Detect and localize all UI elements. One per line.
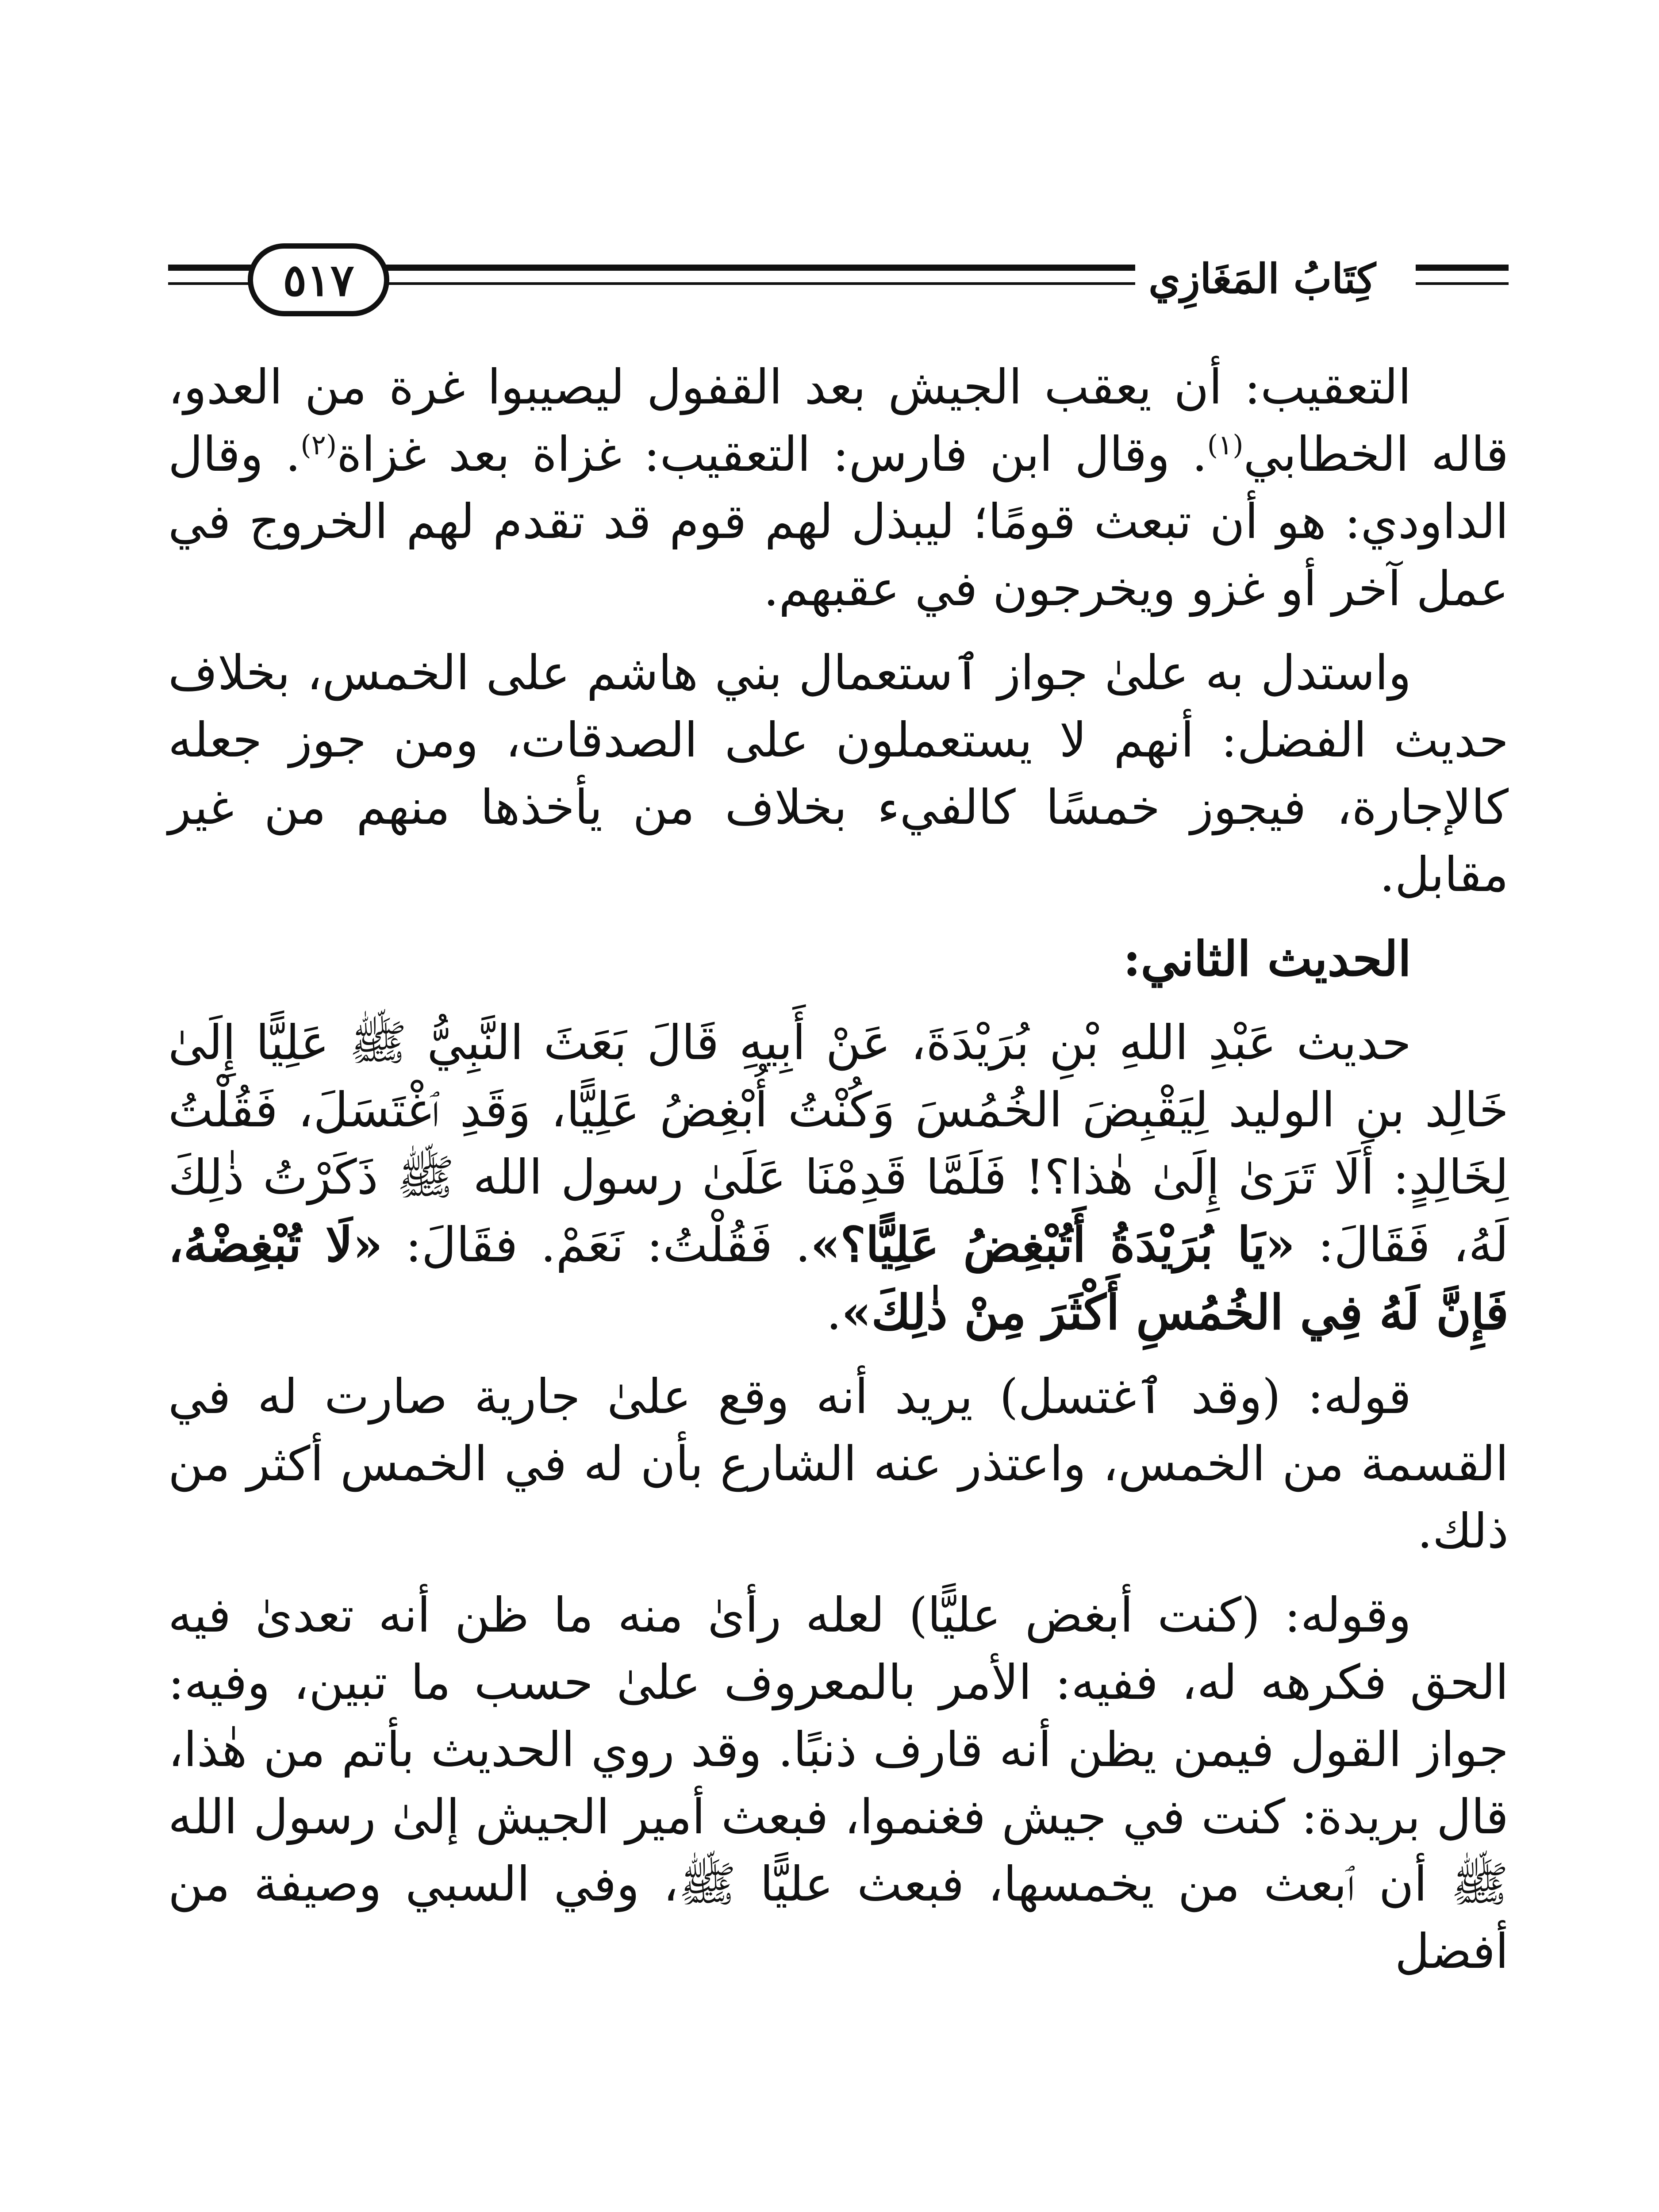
paragraph-taqib-mid: . وقال ابن فارس: التعقيب: غزاة بعد غزاة — [337, 427, 1207, 482]
paragraph-abghad: وقوله: (كنت أبغض عليًّا) لعله رأىٰ منه ما ظن أنه تعدىٰ فيه الحق فكرهه له، ففيه: الأمر بالمعروف علىٰ حسب ما تبين، وفيه: جواز القول فيمن يظن أنه قارف ذنبًا. وقد روي الحديث بأتم من هٰذا، قال بريدة: كنت في جيش فغنموا، فبعث أمير الجيش إلىٰ رسول الله ﷺ أن ٱبعث من يخمسها، فبعث عليًّا ﷺ، وفي السبي وصيفة من أفضل — [168, 1588, 1509, 1979]
header-rule-bottom-left — [168, 282, 252, 285]
header-rule-top-right — [1416, 265, 1509, 271]
book-title: كِتَابُ المَغَازِي — [1135, 243, 1389, 314]
page-header — [168, 239, 1509, 323]
footnote-ref-1: (١) — [1207, 429, 1244, 461]
hadith-text: حديث عَبْدِ اللهِ بْنِ بُرَيْدَةَ، عَنْ أَبِيهِ قَالَ بَعَثَ النَّبِيُّ ﷺ عَلِيًّا إِلَىٰ خَالِد بن الوليد لِيَقْبِضَ الخُمُسَ وَكُنْتُ أُبْغِضُ عَلِيًّا، وَقَدِ ٱغْتَسَلَ، فَقُلْتُ لِخَالِدٍ: أَلَا تَرَىٰ إِلَىٰ هٰذا؟! فَلَمَّا قَدِمْنَا عَلَىٰ رسول الله ﷺ ذَكَرْتُ ذٰلِكَ لَهُ، فَقَالَ: — [168, 1015, 1509, 1273]
paragraph-taqib-text: التعقيب: أن يعقب الجيش بعد القفول ليصيبوا غرة من العدو، قاله الخطابي — [168, 360, 1509, 482]
page-number-badge — [248, 243, 389, 316]
hadith-quote-2: «لَا تُبْغِضْهُ، فَإِنَّ لَهُ فِي الخُمُسِ أَكْثَرَ مِنْ ذٰلِكَ» — [168, 1217, 1509, 1340]
header-rule-bottom-right — [1416, 282, 1509, 285]
hadith-mid: . فَقُلْتُ: نَعَمْ. فقَالَ: — [383, 1217, 811, 1273]
hadith-quote-1: «يَا بُرَيْدَةُ أَتُبْغِضُ عَلِيًّا؟» — [810, 1217, 1295, 1273]
header-rule-top-left — [168, 265, 252, 271]
paragraph-istidlal: واستدل به علىٰ جواز ٱستعمال بني هاشم على الخمس، بخلاف حديث الفضل: أنهم لا يستعملون على الصدقات، ومن جوز جعله كالإجارة، فيجوز خمسًا كالفيء بخلاف من يأخذها منهم من غير مقابل. — [168, 645, 1509, 902]
paragraph-taqib — [168, 354, 1509, 623]
footnote-ref-2: (٢) — [300, 429, 337, 461]
main-text — [168, 354, 1509, 2002]
paragraph-hadith — [168, 1010, 1509, 1347]
paragraph-taqib-end: . وقال الداودي: هو أن تبعث قومًا؛ ليبذل لهم قوم قد تقدم لهم الخروج في عمل آخر أو غزو ويخرجون في عقبهم. — [168, 427, 1509, 617]
page-number: ٥١٧ — [283, 253, 354, 306]
hadith-end: . — [826, 1285, 842, 1340]
paragraph-ightasal: قوله: (وقد ٱغتسل) يريد أنه وقع علىٰ جارية صارت له في القسمة من الخمس، واعتذر عنه الشارع بأن له في الخمس أكثر من ذلك. — [168, 1369, 1509, 1559]
section-heading: الحديث الثاني: — [1123, 931, 1411, 987]
